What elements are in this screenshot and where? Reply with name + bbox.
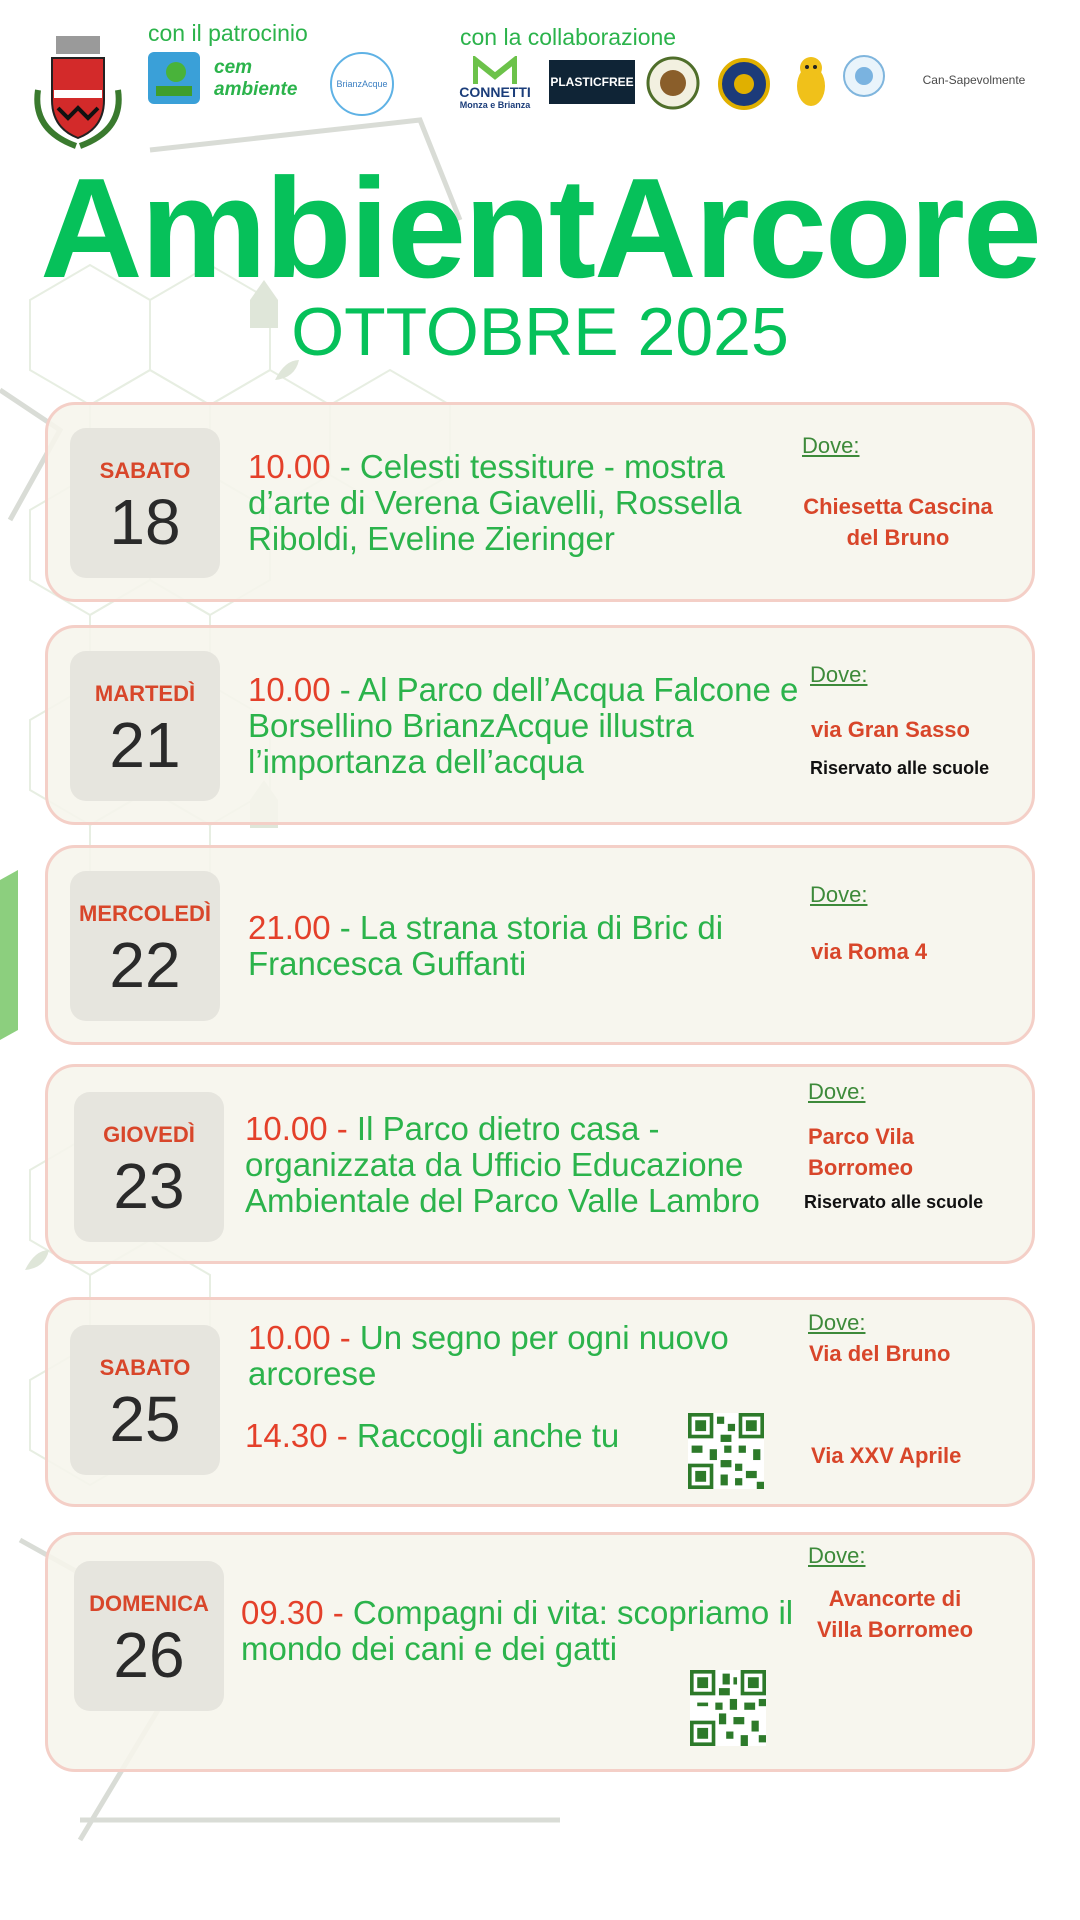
event-description: [248, 449, 778, 557]
page-subtitle: OTTOBRE 2025: [291, 294, 789, 370]
cansapevolmente-text: Can-Sapevolmente: [922, 73, 1026, 87]
dove-label: Dove:: [808, 1543, 866, 1568]
event-place: [809, 1338, 950, 1369]
event-time: 10.00 -: [245, 1110, 357, 1147]
cansapevolmente-logo: [904, 66, 1044, 94]
event-place: [811, 1440, 961, 1471]
event-description: [248, 910, 778, 982]
brianzacque-logo: [330, 52, 394, 116]
place-line: Chiesetta Cascina: [803, 494, 993, 519]
event-date: 23: [113, 1150, 185, 1222]
event-place: [788, 491, 1008, 553]
dove-label: Dove:: [808, 1310, 866, 1335]
dove-label: Dove:: [810, 882, 868, 907]
event-text: - Al Parco dell’Acqua Falcone e Borsellino BrianzAcque illustra l’importanza dell’acqua: [248, 671, 799, 780]
event-time: 14.30 -: [245, 1417, 357, 1454]
event-note: Riservato alle scuole: [810, 758, 990, 778]
event-text: - Celesti tessiture - mostra d’arte di Verena Giavelli, Rossella Riboldi, Eveline Zieringer: [248, 448, 742, 557]
event-date: 18: [109, 486, 181, 558]
event-description: [245, 1418, 665, 1454]
event-card-22: [45, 845, 1035, 1045]
plasticfree-logo: [549, 60, 635, 104]
place-line: del Bruno: [846, 525, 950, 550]
connetti-text: CONNETTI: [459, 84, 531, 100]
event-place: [808, 1121, 914, 1183]
connetti-mark-icon: [473, 56, 517, 84]
place-line: Borromeo: [808, 1155, 914, 1180]
brianzacque-text: BrianzAcque: [336, 79, 388, 89]
dog-mascot-icon: [788, 52, 834, 110]
date-box: [70, 428, 220, 578]
event-text: - La strana storia di Bric di Francesca Guffanti: [248, 909, 724, 982]
event-description: [245, 1111, 805, 1219]
event-card-26: [45, 1532, 1035, 1772]
event-place: [811, 714, 970, 745]
dove-label: Dove:: [808, 1079, 866, 1104]
event-day: DOMENICA: [89, 1591, 209, 1616]
event-date: 25: [109, 1383, 181, 1455]
cem-ambiente-logo: [214, 56, 318, 102]
event-place: [811, 936, 927, 967]
park-tree-icon: [152, 56, 196, 100]
event-day: SABATO: [99, 458, 191, 483]
date-box: [74, 1092, 224, 1242]
scout-badge-icon: [718, 58, 770, 110]
event-date: 21: [109, 709, 181, 781]
event-card-21: [45, 625, 1035, 825]
place-line: Parco Vila: [808, 1124, 914, 1149]
park-logo: [148, 52, 200, 104]
connetti-subtext: Monza e Brianza: [459, 100, 531, 110]
cem-ambiente-text: cem ambiente: [214, 57, 298, 100]
place-line: Avancorte di: [828, 1586, 962, 1611]
event-time: 21.00: [248, 909, 331, 946]
connetti-logo: [455, 50, 535, 116]
header: [0, 0, 1080, 160]
event-date: 22: [109, 929, 181, 1001]
event-description: [248, 672, 808, 780]
event-day: MERCOLEDÌ: [79, 901, 211, 926]
collaboration-label: con la collaborazione: [460, 24, 677, 50]
event-time: 10.00: [248, 448, 331, 485]
place-line: via Roma 4: [811, 939, 928, 964]
event-date: 26: [113, 1619, 185, 1691]
dove-label: Dove:: [802, 433, 860, 458]
place-line: Via del Bruno: [809, 1341, 951, 1366]
event-time: 10.00 -: [248, 1319, 360, 1356]
plasticfree-text: PLASTICFREE: [550, 75, 634, 89]
event-text: Il Parco dietro casa - organizzata da Ufficio Educazione Ambientale del Parco Valle Lambro: [245, 1110, 760, 1219]
event-card-18: [45, 402, 1035, 602]
event-text: Un segno per ogni nuovo arcorese: [248, 1319, 729, 1392]
event-time: 10.00: [248, 671, 331, 708]
event-card-23: [45, 1064, 1035, 1264]
date-box: [70, 1325, 220, 1475]
place-line: via Gran Sasso: [811, 717, 970, 742]
qr-code-icon[interactable]: [690, 1670, 766, 1746]
qr-code-icon[interactable]: [688, 1413, 764, 1489]
event-text: Raccogli anche tu: [356, 1417, 620, 1454]
place-line: Via XXV Aprile: [811, 1443, 962, 1468]
patronage-label: con il patrocinio: [148, 20, 308, 46]
dove-label: Dove:: [810, 662, 868, 687]
event-day: MARTEDÌ: [94, 681, 196, 706]
arcore-crest-icon: [28, 30, 128, 150]
date-box: [70, 651, 220, 801]
date-box: [74, 1561, 224, 1711]
event-description: [241, 1595, 801, 1667]
event-card-25: [45, 1297, 1035, 1507]
event-time: 09.30 -: [241, 1594, 353, 1631]
event-text: Compagni di vita: scopriamo il mondo dei cani e dei gatti: [241, 1594, 794, 1667]
place-line: Villa Borromeo: [816, 1617, 974, 1642]
animal-association-icon: [840, 50, 888, 100]
event-day: GIOVEDÌ: [103, 1122, 195, 1147]
event-place: [800, 1583, 990, 1645]
event-note: Riservato alle scuole: [804, 1192, 984, 1212]
event-day: SABATO: [99, 1355, 191, 1380]
association-badge-icon: [646, 56, 700, 110]
page-title: AmbientArcore: [40, 149, 1040, 308]
event-description: [248, 1320, 768, 1392]
date-box: [70, 871, 220, 1021]
